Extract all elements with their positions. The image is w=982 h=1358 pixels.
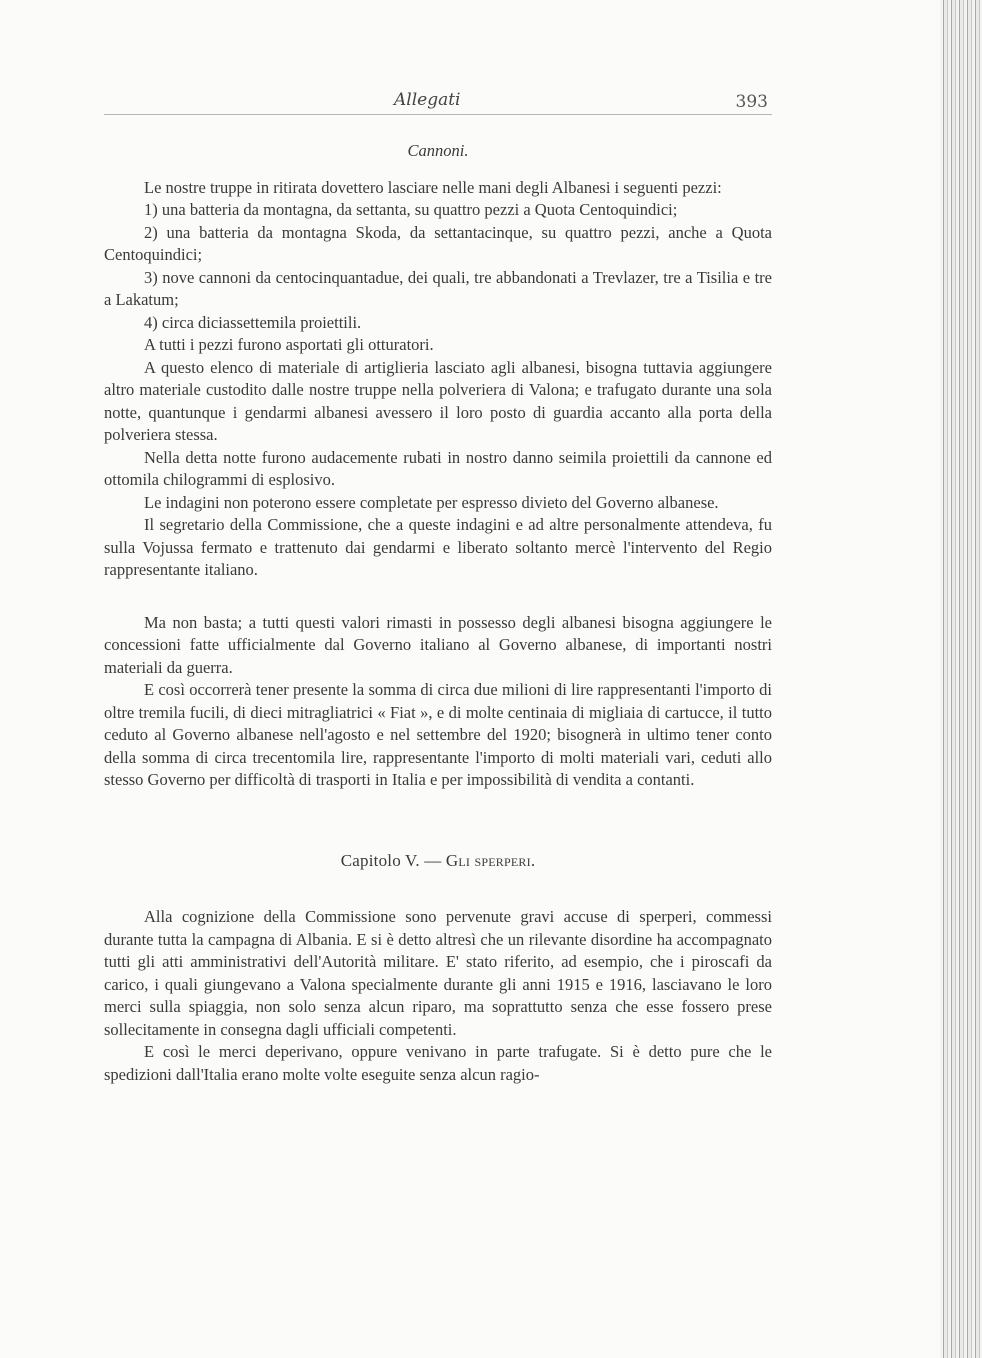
paragraph: Alla cognizione della Commissione sono pervenute gravi accuse di sperperi, commessi durante tutta la campagna di Albania. E si è detto altresì che un rilevante disordine ha accompagnato tutti gli atti amministrativi dell'Autorità militare. E' stato riferito, ad esempio, che i piroscafi da carico, i quali giungevano a Valona specialmente durante gli anni 1915 e 1916, lasciavano le loro merci sulla spiaggia, non solo senza alcun riparo, ma soprattutto senza che esse fossero prese sollecitamente in consegna dagli ufficiali competenti. bbox=[104, 907, 772, 1039]
paragraph-gap bbox=[104, 582, 772, 612]
paragraph: Le indagini non poterono essere completate per espresso divieto del Governo albanese. bbox=[144, 492, 719, 512]
running-head: Allegati bbox=[394, 90, 461, 110]
list-item: 2) una batteria da montagna Skoda, da settantacinque, su quattro pezzi, anche a Quota Centoquindici; bbox=[104, 222, 772, 264]
paragraph: Ma non basta; a tutti questi valori rimasti in possesso degli albanesi bisogna aggiungere le concessioni fatte ufficialmente dal Governo italiano al Governo albanese, di importanti nostri materiali da guerra. bbox=[104, 612, 772, 677]
section-heading: Cannoni. bbox=[407, 141, 469, 160]
chapter-heading bbox=[104, 850, 772, 873]
paragraph: A tutti i pezzi furono asportati gli otturatori. bbox=[144, 335, 434, 354]
paragraph: E così occorrerà tener presente la somma di circa due milioni di lire rappresentanti l'importo di oltre tremila fucili, di dieci mitragliatrici « Fiat », e di molte centinaia di migliaia di cartucce, il tutto ceduto al Governo albanese nell'agosto e nel settembre del 1920; bisognerà in ultimo tener conto della somma di circa trecentomila lire, rappresentante l'importo di molti materiali vari, ceduti allo stesso Governo per difficoltà di trasporti in Italia e per impossibilità di vendita a contanti. bbox=[104, 680, 772, 789]
list-item: 4) circa diciassettemila proiettili. bbox=[144, 312, 362, 332]
book-spine-edge bbox=[940, 0, 982, 1358]
paragraph: Le nostre truppe in ritirata dovettero lasciare nelle mani degli Albanesi i seguenti pezzi: bbox=[144, 177, 722, 197]
page-number: 393 bbox=[735, 92, 768, 112]
paragraph: E così le merci deperivano, oppure venivano in parte trafugate. Si è detto pure che le spedizioni dall'Italia erano molte volte eseguite senza alcun ragio- bbox=[104, 1042, 772, 1084]
paragraph: A questo elenco di materiale di artiglieria lasciato agli albanesi, bisogna tuttavia aggiungere altro materiale custodito dalle nostre truppe nella polveriera di Valona; e trafugato durante una sola notte, quantunque i gendarmi albanesi avessero il loro posto di guardia accanto alla porta della polveriera stessa. bbox=[104, 357, 772, 444]
page-header bbox=[104, 86, 772, 115]
list-item: 1) una batteria da montagna, da settanta, su quattro pezzi a Quota Centoquindici; bbox=[144, 200, 678, 219]
list-item: 3) nove cannoni da centocinquantadue, dei quali, tre abbandonati a Trevlazer, tre a Tisilia e tre a Lakatum; bbox=[104, 267, 772, 309]
chapter-title: Gli sperperi. bbox=[445, 850, 536, 870]
chapter-label: Capitolo V. — bbox=[340, 850, 442, 870]
paragraph: Il segretario della Commissione, che a queste indagini e ad altre personalmente attendeva, fu sulla Vojussa fermato e trattenuto dai gendarmi e liberato soltanto mercè l'intervento del Regio rappresentante italiano. bbox=[104, 515, 772, 579]
page-body bbox=[104, 140, 772, 1086]
paragraph: Nella detta notte furono audacemente rubati in nostro danno seimila proiettili da cannone ed ottomila chilogrammi di esplosivo. bbox=[104, 447, 772, 489]
